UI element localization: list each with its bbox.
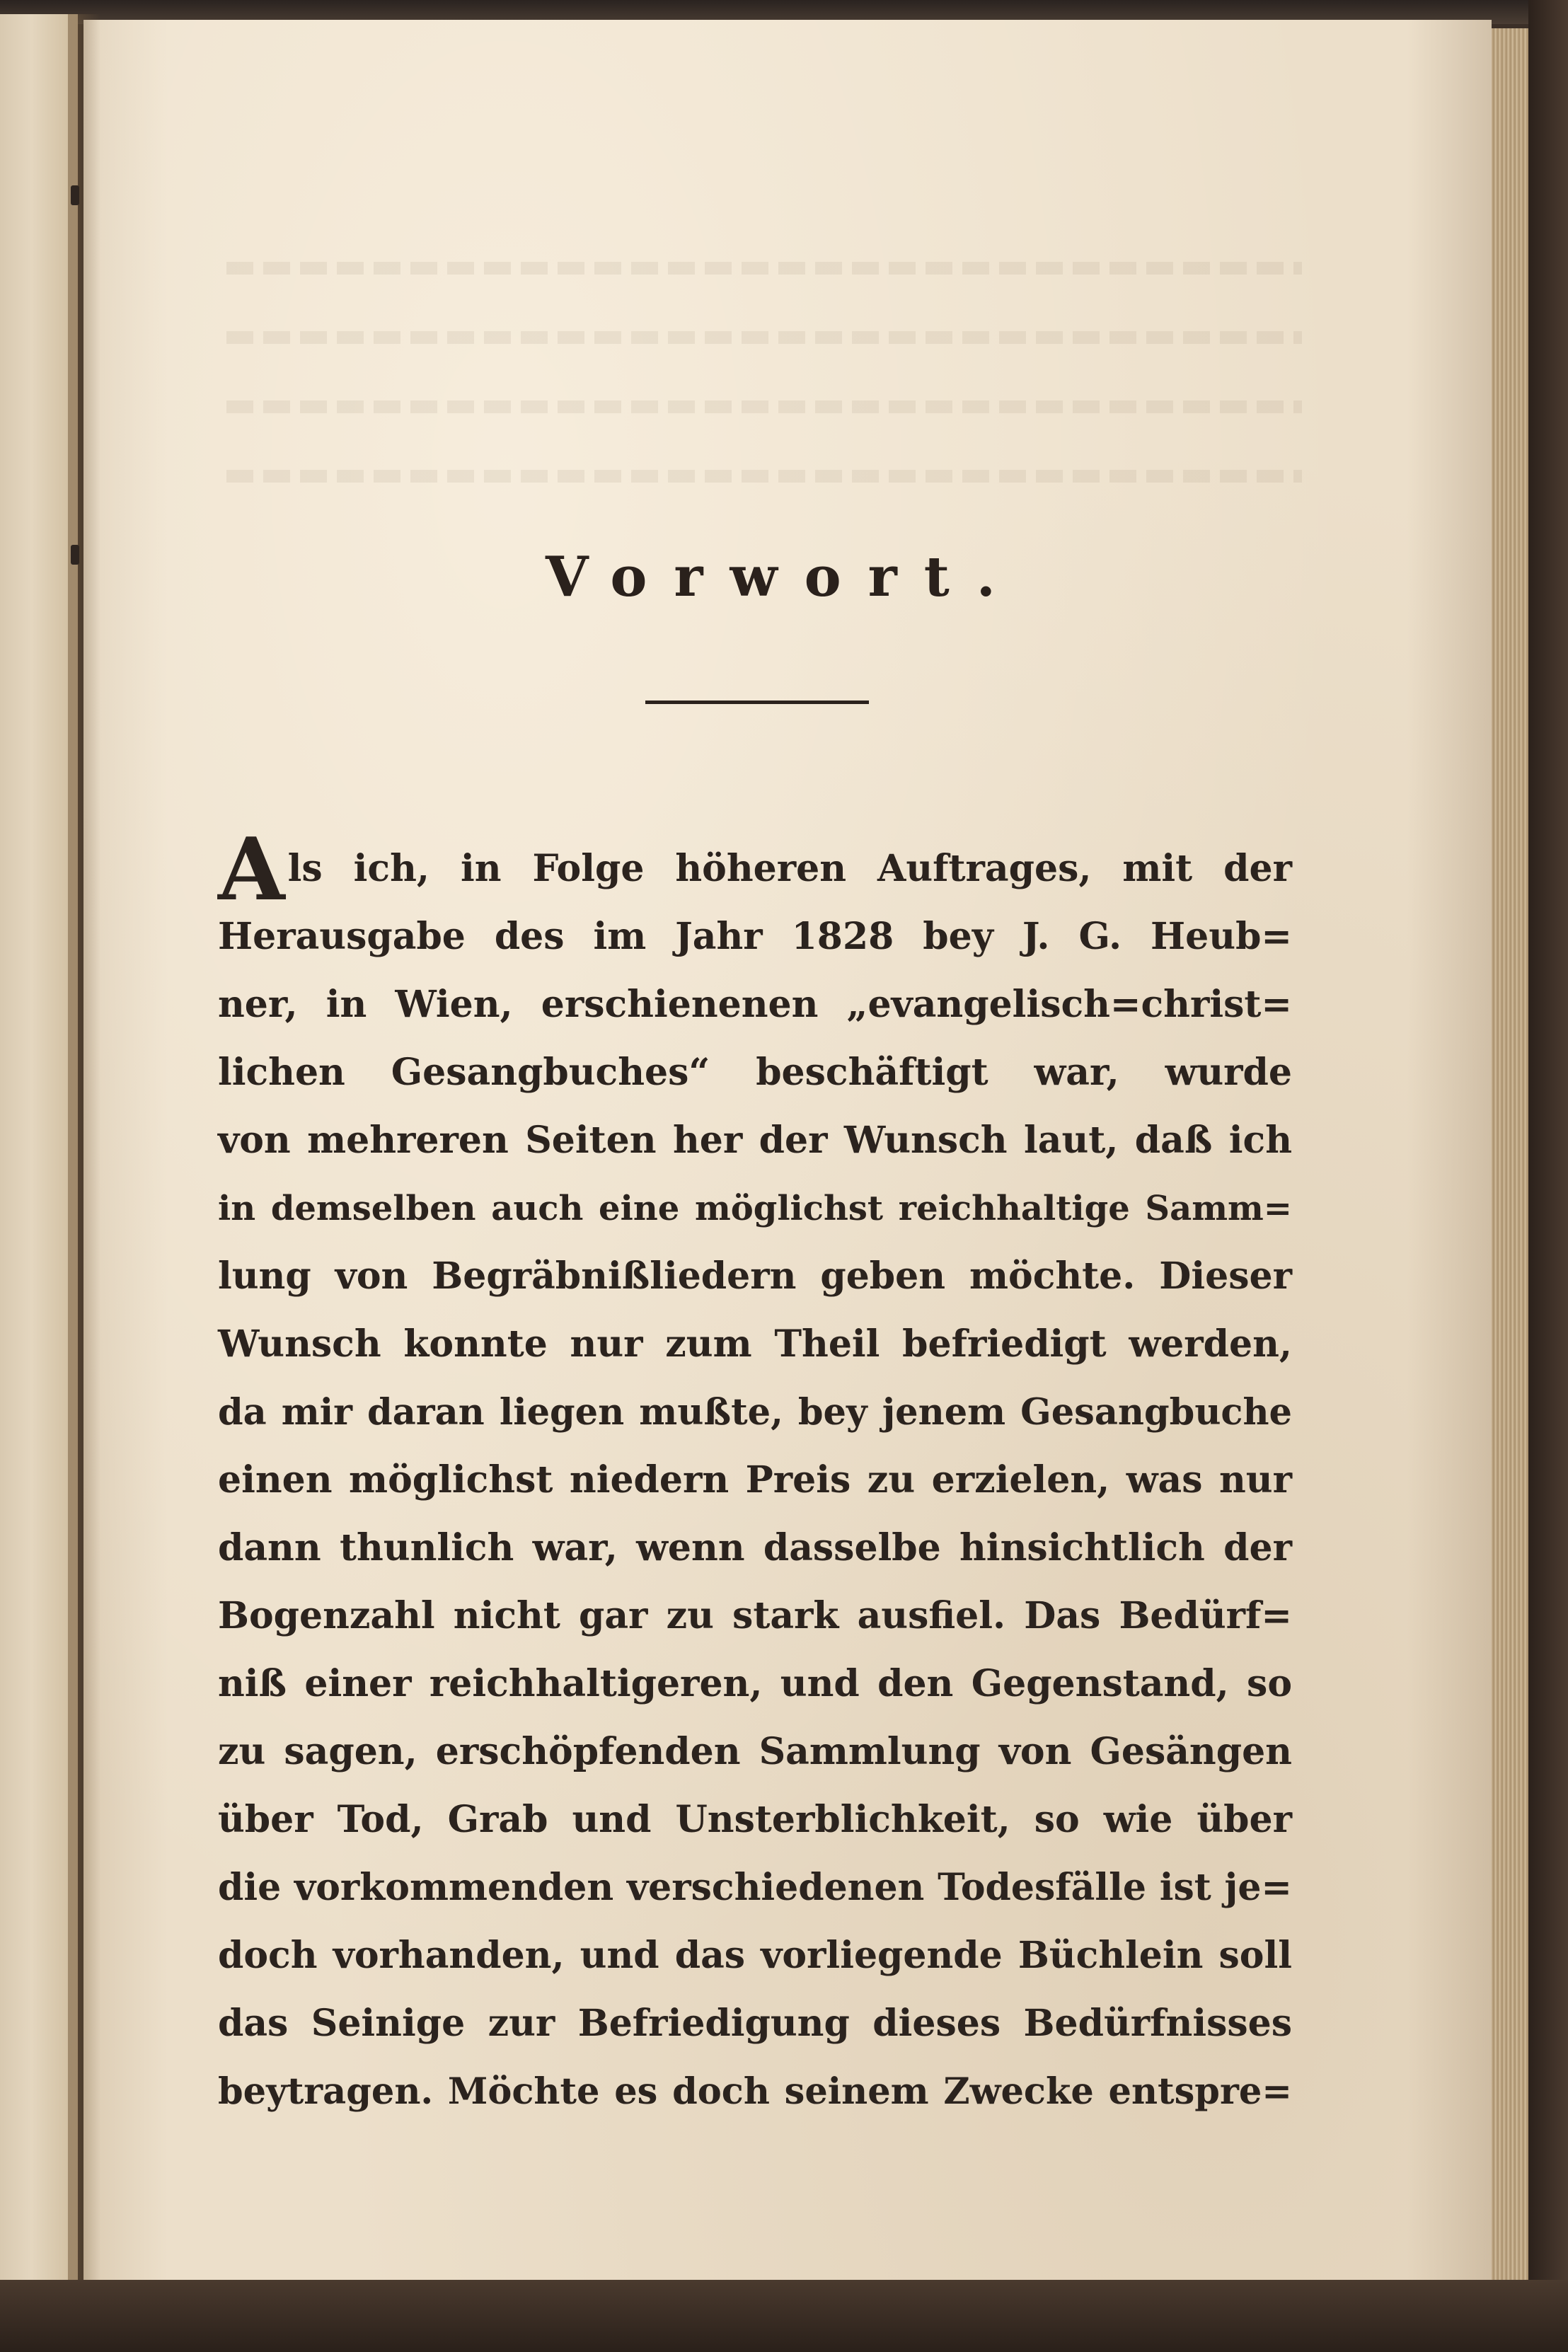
text-line: beytragen. Möchte es doch seinem Zwecke entspre= [218,2070,1292,2113]
text-line: lichen Gesangbuches“ beschäftigt war, wurde [218,1051,1292,1094]
text-line: niß einer reichhaltigeren, und den Gegenstand, so [218,1662,1292,1705]
text-line: in demselben auch eine möglichst reichhaltige Samm= [218,1189,1292,1228]
first-line-text: ls ich, in Folge höheren Auftrages, mit der [287,847,1292,890]
text-line: doch vorhanden, und das vorliegende Büchlein soll [218,1934,1292,1977]
text-line: da mir daran liegen mußte, bey jenem Gesangbuche [218,1391,1292,1434]
page-fore-edge [1492,28,1534,2285]
text-line: Herausgabe des im Jahr 1828 bey J. G. Heub= [218,915,1292,958]
book-cover-right [1528,0,1568,2352]
drop-initial: A [218,818,285,920]
show-through-line [226,262,1302,275]
text-line: lung von Begräbnißliedern geben möchte. Dieser [218,1255,1292,1298]
text-line: über Tod, Grab und Unsterblichkeit, so wie über [218,1798,1292,1841]
text-line [218,818,1292,920]
text-line: dann thunlich war, wenn dasselbe hinsichtlich der [218,1526,1292,1569]
text-line: ner, in Wien, erschienenen „evangelisch=christ= [218,983,1292,1026]
preface-text [218,818,1292,2126]
sewing-thread-mark [71,185,79,205]
show-through-line [226,400,1302,413]
book-cover-bottom [0,2280,1568,2352]
gutter-shadow [68,14,100,2285]
page-title: Vorwort. [546,545,1022,609]
text-line: zu sagen, erschöpfenden Sammlung von Gesängen [218,1730,1292,1773]
text-line: Wunsch konnte nur zum Theil befriedigt werden, [218,1322,1292,1366]
text-line: von mehreren Seiten her der Wunsch laut, daß ich [218,1119,1292,1162]
previous-page-edge [0,14,78,2285]
title-rule [645,701,869,704]
text-line: die vorkommenden verschiedenen Todesfälle ist je= [218,1866,1292,1909]
text-line: das Seinige zur Befriedigung dieses Bedürfnisses [218,2002,1292,2045]
show-through-line [226,470,1302,483]
text-line: einen möglichst niedern Preis zu erzielen, was nur [218,1458,1292,1501]
text-line: Bogenzahl nicht gar zu stark ausfiel. Das Bedürf= [218,1594,1292,1637]
show-through-line [226,331,1302,344]
